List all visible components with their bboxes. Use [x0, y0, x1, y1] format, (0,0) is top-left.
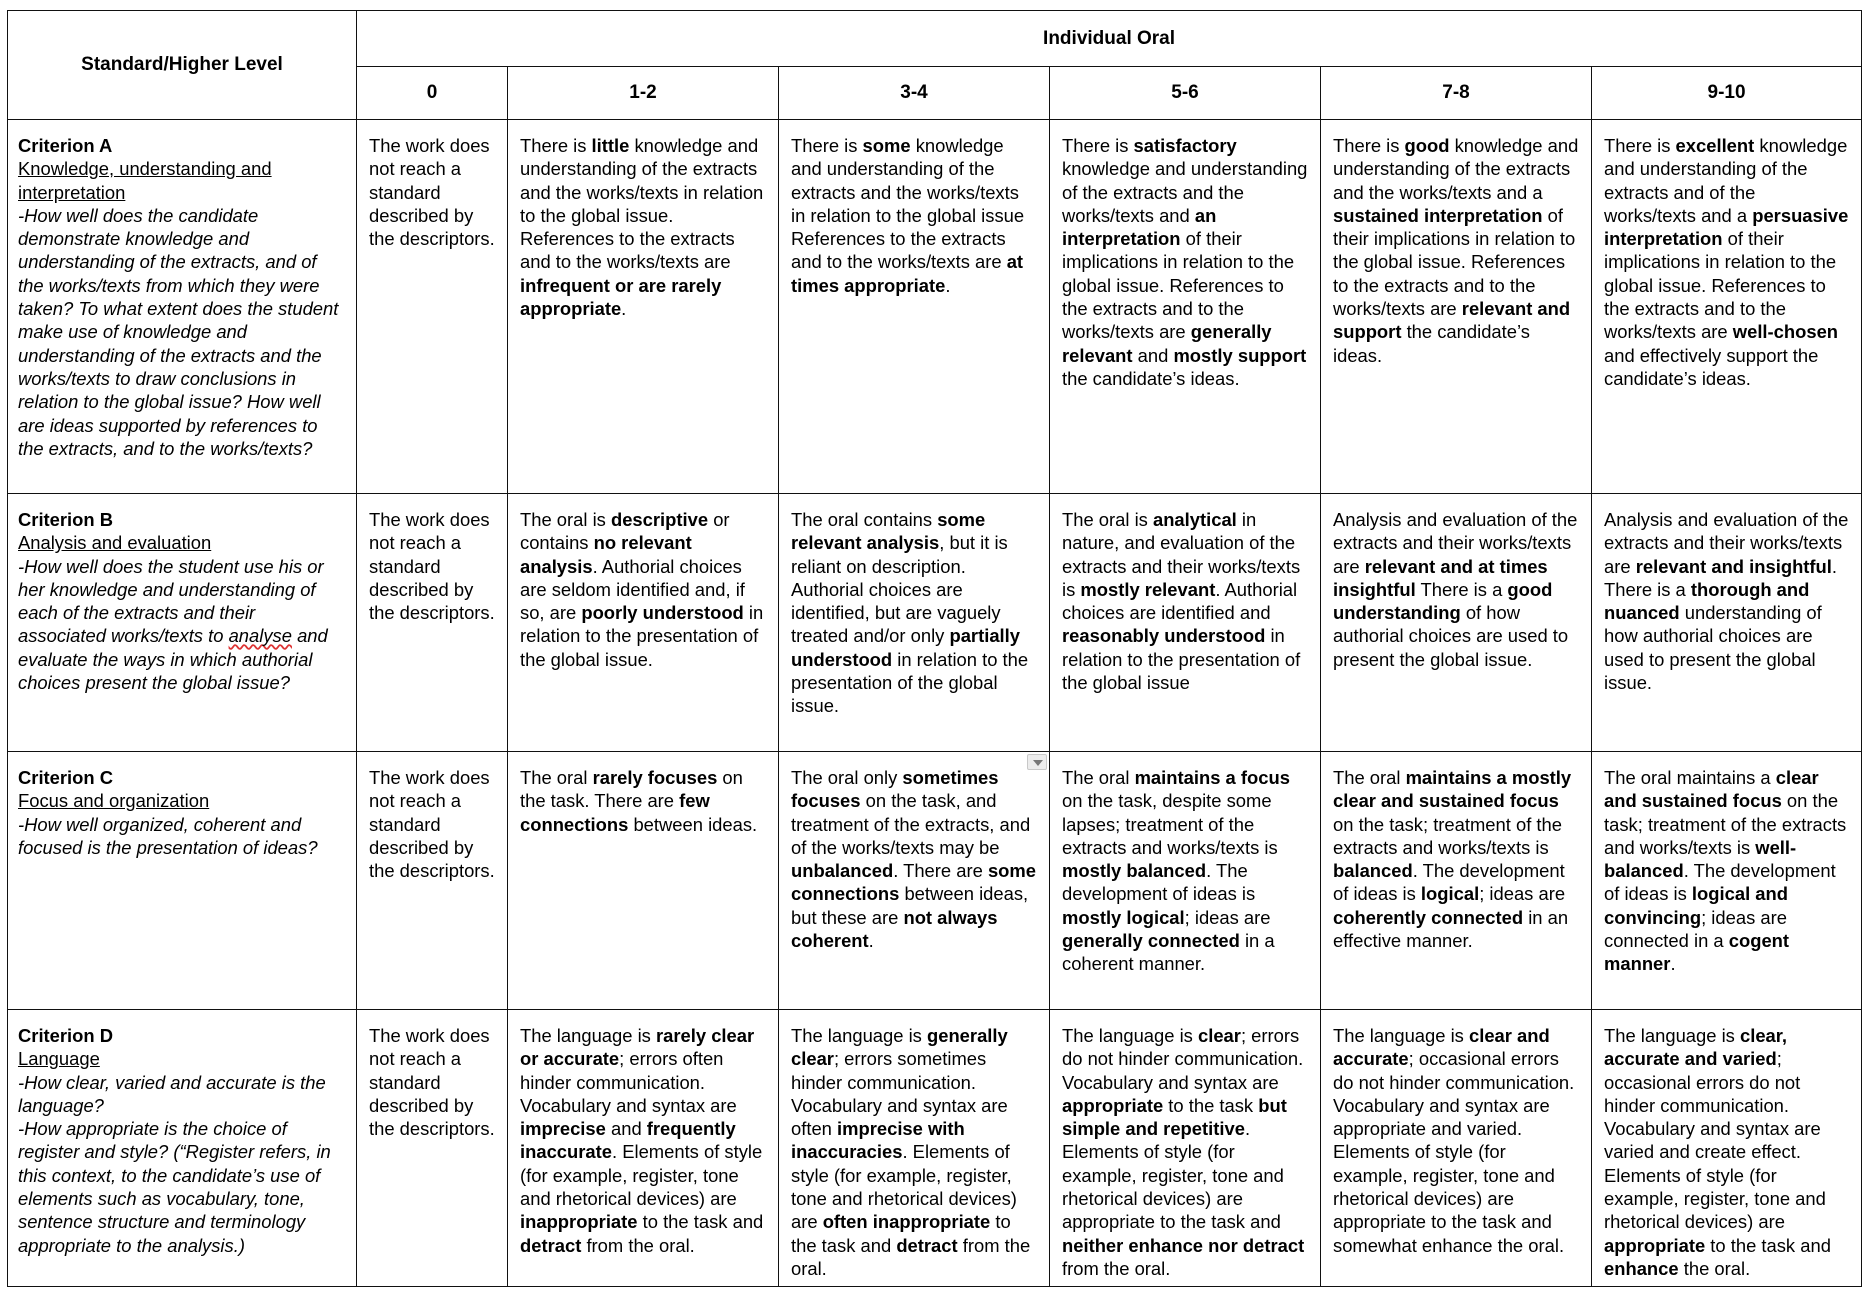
band-header: 7-8: [1321, 67, 1592, 120]
descriptor-cell: The work does not reach a standard described by the descriptors.: [357, 494, 508, 752]
criterion-subtitle: Analysis and evaluation: [18, 532, 212, 554]
emphasis-text: maintains a focus: [1134, 767, 1290, 788]
emphasis-text: mostly balanced: [1062, 860, 1207, 882]
criterion-title: Criterion D: [18, 1025, 114, 1046]
emphasis-text: little: [591, 135, 630, 156]
emphasis-text: inappropriate: [520, 1211, 638, 1233]
criterion-cell: [8, 1010, 357, 1287]
descriptor-cell: The oral maintains a clear and sustained focus on the task; treatment of the extracts and works/texts is well-balanced. The development of ideas is logical and convincing; ideas are connected in a cogent manner.: [1592, 752, 1862, 1010]
emphasis-text: unbalanced: [791, 860, 894, 882]
criterion-title: Criterion A: [18, 135, 113, 156]
emphasis-text: well-chosen: [1732, 321, 1839, 343]
emphasis-text: detract: [520, 1234, 582, 1256]
emphasis-text: clear and accurate: [1333, 1025, 1550, 1070]
emphasis-text: appropriate: [1062, 1094, 1164, 1116]
criterion-subtitle: Knowledge, understanding and interpretation: [18, 158, 272, 203]
criterion-subtitle: Language: [18, 1048, 100, 1070]
band-header: 0: [357, 67, 508, 120]
emphasis-text: relevant and support: [1333, 298, 1571, 343]
emphasis-text: good: [1404, 135, 1450, 156]
criterion-cell: [8, 752, 357, 1010]
emphasis-text: frequently inaccurate: [520, 1118, 736, 1163]
emphasis-text: thorough and nuanced: [1604, 578, 1810, 624]
emphasis-text: rarely clear or accurate: [520, 1025, 755, 1070]
emphasis-text: good understanding: [1333, 578, 1553, 624]
emphasis-text: descriptive: [610, 509, 709, 530]
band-header: 3-4: [779, 67, 1050, 120]
emphasis-text: some relevant analysis: [791, 509, 986, 554]
rubric-table: [7, 10, 1862, 1287]
emphasis-text: rarely focuses: [592, 767, 718, 788]
emphasis-text: mostly logical: [1062, 906, 1185, 928]
emphasis-text: imprecise: [520, 1118, 606, 1140]
descriptor-cell: Analysis and evaluation of the extracts and their works/texts are relevant and insightful. There is a thorough and nuanced understanding of how authorial choices are used to present the global issue.: [1592, 494, 1862, 752]
emphasis-text: relevant and insightful: [1635, 555, 1832, 577]
emphasis-text: not always coherent: [791, 906, 998, 952]
descriptor-cell: The language is clear and accurate; occasional errors do not hinder communication. Vocabulary and syntax are appropriate and varied. Elements of style (for example, register, tone and rhetorical devices) are appropriate to the task and somewhat enhance the oral.: [1321, 1010, 1592, 1287]
descriptor-cell: The work does not reach a standard described by the descriptors.: [357, 120, 508, 494]
emphasis-text: relevant and at times insightful: [1333, 555, 1548, 600]
emphasis-text: mostly support: [1173, 344, 1307, 366]
emphasis-text: cogent manner: [1604, 930, 1790, 975]
criterion-cell: [8, 120, 357, 494]
emphasis-text: often inappropriate: [822, 1211, 991, 1233]
descriptor-cell: The work does not reach a standard described by the descriptors.: [357, 1010, 508, 1287]
band-header: 9-10: [1592, 67, 1862, 120]
emphasis-text: logical: [1420, 883, 1480, 905]
descriptor-cell: The language is generally clear; errors sometimes hinder communication. Vocabulary and syntax are often imprecise with inaccuracies. Elements of style (for example, register, tone and rhetorical devices) are often inappropriate to the task and detract from the oral.: [779, 1010, 1050, 1287]
emphasis-text: clear: [1197, 1025, 1241, 1046]
emphasis-text: some connections: [791, 860, 1036, 905]
emphasis-text: reasonably understood: [1062, 625, 1266, 647]
criterion-cell: [8, 494, 357, 752]
criterion-title: Criterion C: [18, 767, 114, 788]
descriptor-cell: There is satisfactory knowledge and understanding of the extracts and the works/texts and an interpretation of their implications in relation to the global issue. References to the extracts and to the works/texts are generally relevant and mostly support the candidate’s ideas.: [1050, 120, 1321, 494]
emphasis-text: appropriate: [1604, 1234, 1706, 1256]
emphasis-text: neither enhance nor detract: [1062, 1234, 1305, 1256]
descriptor-text: The oral only sometimes focuses on the task, and treatment of the extracts, and of the works/texts may be unbalanced. There are some connections between ideas, but these are not always coherent.: [791, 767, 1036, 952]
descriptor-cell: There is little knowledge and understanding of the extracts and the works/texts in relation to the global issue. References to the extracts and to the works/texts are infrequent or are rarely appropriate.: [508, 120, 779, 494]
emphasis-text: detract: [896, 1234, 958, 1256]
emphasis-text: enhance: [1604, 1257, 1679, 1279]
emphasis-text: generally clear: [791, 1025, 1008, 1070]
emphasis-text: clear and sustained focus: [1604, 767, 1819, 812]
emphasis-text: persuasive interpretation: [1604, 204, 1849, 250]
descriptor-cell: Analysis and evaluation of the extracts and their works/texts are relevant and at times insightful There is a good understanding of how authorial choices are used to present the global issue.: [1321, 494, 1592, 752]
emphasis-text: infrequent or are rarely appropriate: [520, 274, 722, 320]
descriptor-cell: There is good knowledge and understanding of the extracts and the works/texts and a sustained interpretation of their implications in relation to the global issue. References to the extracts and to the works/texts are relevant and support the candidate’s ideas.: [1321, 120, 1592, 494]
criterion-row-b: [8, 494, 1862, 752]
criterion-subtitle: Focus and organization: [18, 790, 210, 812]
emphasis-text: excellent: [1675, 135, 1755, 156]
emphasis-text: some: [862, 135, 911, 156]
emphasis-text: partially understood: [791, 625, 1020, 670]
emphasis-text: at times appropriate: [791, 251, 1024, 296]
criterion-question: -How appropriate is the choice of register and style? (“Register refers, in this context, to the candidate’s use of elements such as vocabulary, tone, sentence structure and terminology appropriate to the analysis.): [18, 1118, 331, 1256]
emphasis-text: sometimes focuses: [791, 767, 999, 812]
criterion-question: -How well does the student use his or her knowledge and understanding of each of the extracts and their associated works/texts to analyse and evaluate the ways in which authorial choices present the global issue?: [18, 555, 328, 694]
spellcheck-word[interactable]: analyse: [228, 625, 292, 647]
descriptor-cell: There is excellent knowledge and understanding of the extracts and of the works/texts and a persuasive interpretation of their implications in relation to the global issue. References to the extracts and to the works/texts are well-chosen and effectively support the candidate’s ideas.: [1592, 120, 1862, 494]
emphasis-text: imprecise with inaccuracies: [791, 1118, 965, 1163]
emphasis-text: satisfactory: [1133, 135, 1237, 156]
descriptor-cell: The oral contains some relevant analysis, but it is reliant on description. Authorial choices are identified, but are vaguely treated and/or only partially understood in relation to the presentation of the global issue.: [779, 494, 1050, 752]
criterion-question: -How well organized, coherent and focused is the presentation of ideas?: [18, 813, 318, 858]
emphasis-text: clear, accurate and varied: [1604, 1025, 1788, 1070]
descriptor-cell: The work does not reach a standard described by the descriptors.: [357, 752, 508, 1010]
descriptor-cell: The language is clear, accurate and varied; occasional errors do not hinder communication. Vocabulary and syntax are varied and create effect. Elements of style (for example, register, tone and rhetorical devices) are appropriate to the task and enhance the oral.: [1592, 1010, 1862, 1287]
descriptor-cell: The oral rarely focuses on the task. There are few connections between ideas.: [508, 752, 779, 1010]
emphasis-text: mostly relevant: [1080, 578, 1216, 600]
criterion-question: -How clear, varied and accurate is the language?: [18, 1071, 326, 1116]
emphasis-text: few connections: [520, 790, 710, 835]
descriptor-cell: The language is rarely clear or accurate; errors often hinder communication. Vocabulary and syntax are imprecise and frequently inaccurate. Elements of style (for example, register, tone and rhetorical devices) are inappropriate to the task and detract from the oral.: [508, 1010, 779, 1287]
descriptor-cell: The oral is analytical in nature, and evaluation of the extracts and their works/texts is mostly relevant. Authorial choices are identified and reasonably understood in relation to the presentation of the global issue: [1050, 494, 1321, 752]
level-header: Standard/Higher Level: [8, 11, 357, 120]
emphasis-text: an interpretation: [1062, 204, 1217, 250]
emphasis-text: but simple and repetitive: [1062, 1094, 1287, 1140]
table-title: Individual Oral: [357, 11, 1862, 67]
emphasis-text: poorly understood: [581, 602, 744, 624]
criterion-row-d: [8, 1010, 1862, 1287]
descriptor-cell: The language is clear; errors do not hinder communication. Vocabulary and syntax are appropriate to the task but simple and repetitive. Elements of style (for example, register, tone and rhetorical devices) are appropriate to the task and neither enhance nor detract from the oral.: [1050, 1010, 1321, 1287]
emphasis-text: logical and convincing: [1604, 883, 1788, 928]
band-header: 5-6: [1050, 67, 1321, 120]
criterion-row-c: [8, 752, 1862, 1010]
emphasis-text: coherently connected: [1333, 906, 1524, 928]
criterion-question: -How well does the candidate demonstrate knowledge and understanding of the extracts, and of the works/texts from which they were taken? To what extent does the student make use of knowledge and understanding of the extracts and the works/texts to draw conclusions in relation to the global issue? How well are ideas supported by references to the extracts, and to the works/texts?: [18, 204, 339, 459]
criterion-title: Criterion B: [18, 509, 114, 530]
dropdown-arrow-icon[interactable]: [1027, 754, 1047, 770]
descriptor-cell: There is some knowledge and understanding of the extracts and the works/texts in relation to the global issue References to the extracts and to the works/texts are at times appropriate.: [779, 120, 1050, 494]
emphasis-text: balanced: [1333, 860, 1413, 882]
descriptor-cell: The oral maintains a mostly clear and sustained focus on the task; treatment of the extracts and works/texts is balanced. The development of ideas is logical; ideas are coherently connected in an effective manner.: [1321, 752, 1592, 1010]
emphasis-text: no relevant analysis: [520, 532, 692, 577]
descriptor-cell: The oral maintains a focus on the task, despite some lapses; treatment of the extracts and works/texts is mostly balanced. The development of ideas is mostly logical; ideas are generally connected in a coherent manner.: [1050, 752, 1321, 1010]
emphasis-text: generally relevant: [1062, 321, 1272, 366]
emphasis-text: generally connected: [1062, 930, 1240, 952]
emphasis-text: sustained interpretation: [1333, 204, 1543, 226]
emphasis-text: maintains a mostly clear and sustained focus: [1333, 767, 1572, 812]
emphasis-text: analytical: [1152, 509, 1237, 530]
emphasis-text: well-balanced: [1604, 836, 1797, 882]
descriptor-cell: The oral is descriptive or contains no relevant analysis. Authorial choices are seldom identified and, if so, are poorly understood in relation to the presentation of the global issue.: [508, 494, 779, 752]
descriptor-cell: [779, 752, 1050, 1010]
band-header: 1-2: [508, 67, 779, 120]
criterion-row-a: [8, 120, 1862, 494]
